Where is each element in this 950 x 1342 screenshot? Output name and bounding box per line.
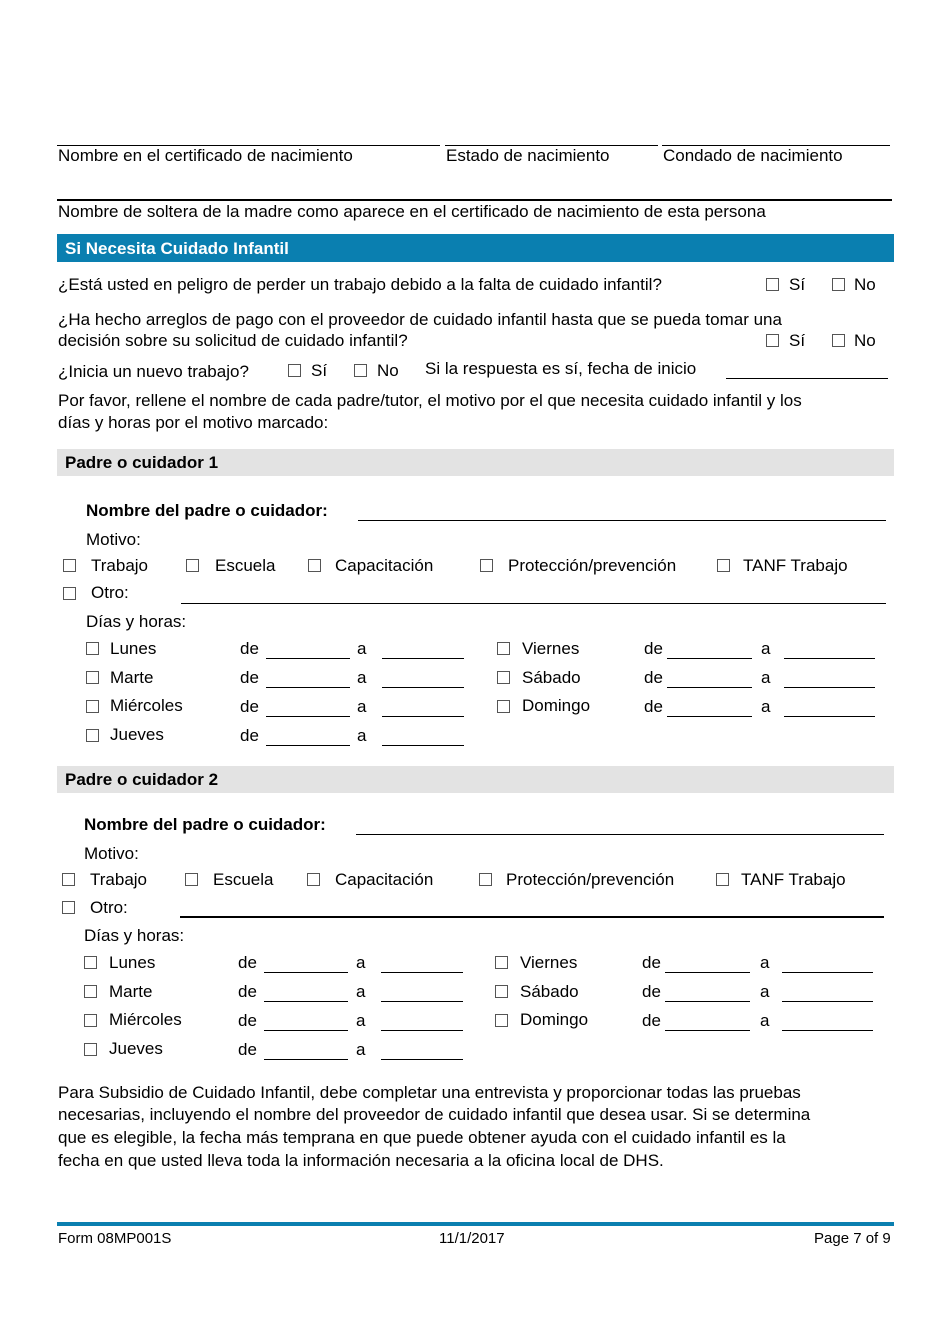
caregiver-2-wednesday-from-label: de xyxy=(238,1011,257,1030)
caregiver-2-reason-label: Motivo: xyxy=(84,844,139,863)
caregiver-2-thursday-from-label: de xyxy=(238,1040,257,1059)
caregiver-2-monday-checkbox[interactable] xyxy=(84,956,97,969)
caregiver-1-saturday-checkbox[interactable] xyxy=(497,671,510,684)
caregiver-2-monday-from-label: de xyxy=(238,953,257,972)
caregiver-2-wednesday-to-field[interactable] xyxy=(381,1030,463,1031)
caregiver-2-wednesday-from-field[interactable] xyxy=(264,1030,348,1031)
new-job-yes-label: Sí xyxy=(311,361,328,380)
caregiver-1-saturday-label: Sábado xyxy=(522,668,581,687)
caregiver-1-reason-other-checkbox[interactable] xyxy=(63,587,76,600)
caregiver-2-saturday-checkbox[interactable] xyxy=(495,985,508,998)
caregiver-1-thursday-to-field[interactable] xyxy=(382,745,464,746)
caregiver-1-reason-school-checkbox[interactable] xyxy=(186,559,199,572)
caregiver-1-wednesday-to-label: a xyxy=(357,697,367,716)
caregiver-2-thursday-to-field[interactable] xyxy=(381,1059,463,1060)
birth-state-label: Estado de nacimiento xyxy=(446,146,610,165)
caregiver-1-monday-to-label: a xyxy=(357,639,367,658)
caregiver-2-name-label: Nombre del padre o cuidador: xyxy=(84,815,326,834)
caregiver-1-name-label: Nombre del padre o cuidador: xyxy=(86,501,328,520)
caregiver-2-friday-from-label: de xyxy=(642,953,661,972)
caregiver-2-sunday-label: Domingo xyxy=(520,1010,589,1029)
caregiver-2-sunday-from-field[interactable] xyxy=(665,1030,750,1031)
caregiver-1-thursday-from-field[interactable] xyxy=(266,745,350,746)
caregiver-2-thursday-checkbox[interactable] xyxy=(84,1043,97,1056)
job-loss-no-checkbox[interactable] xyxy=(832,278,845,291)
caregiver-1-thursday-from-label: de xyxy=(240,726,259,745)
caregiver-1-saturday-to-label: a xyxy=(761,668,771,687)
caregiver-1-reason-training-label: Capacitación xyxy=(335,556,434,575)
caregiver-2-reason-work-checkbox[interactable] xyxy=(62,873,75,886)
new-job-no-label: No xyxy=(377,361,399,380)
job-loss-no-label: No xyxy=(854,275,876,294)
caregiver-1-wednesday-label: Miércoles xyxy=(110,696,183,715)
caregiver-2-reason-protection-label: Protección/prevención xyxy=(506,870,675,889)
caregiver-2-sunday-from-label: de xyxy=(642,1011,661,1030)
caregiver-1-reason-protection-checkbox[interactable] xyxy=(480,559,493,572)
caregiver-2-tuesday-checkbox[interactable] xyxy=(84,985,97,998)
caregiver-1-reason-work-checkbox[interactable] xyxy=(63,559,76,572)
caregiver-2-saturday-to-field[interactable] xyxy=(782,1001,873,1002)
caregiver-2-tuesday-to-field[interactable] xyxy=(381,1001,463,1002)
caregiver-2-monday-to-label: a xyxy=(356,953,366,972)
notice-line4: fecha en que usted lleva toda la información necesaria a la oficina local de DHS. xyxy=(58,1151,664,1170)
caregiver-1-tuesday-to-field[interactable] xyxy=(382,687,464,688)
caregiver-2-name-field[interactable] xyxy=(356,834,884,835)
form-number: Form 08MP001S xyxy=(58,1230,172,1247)
payment-no-checkbox[interactable] xyxy=(832,334,845,347)
new-job-no-checkbox[interactable] xyxy=(354,364,367,377)
caregiver-1-reason-school-label: Escuela xyxy=(215,556,276,575)
caregiver-1-reason-work-label: Trabajo xyxy=(91,556,149,575)
caregiver-2-header: Padre o cuidador 2 xyxy=(57,766,894,793)
caregiver-2-wednesday-checkbox[interactable] xyxy=(84,1014,97,1027)
job-loss-yes-label: Sí xyxy=(789,275,806,294)
caregiver-1-saturday-from-label: de xyxy=(644,668,663,687)
start-date-label: Si la respuesta es sí, fecha de inicio xyxy=(425,359,697,378)
new-job-yes-checkbox[interactable] xyxy=(288,364,301,377)
caregiver-2-reason-tanf-checkbox[interactable] xyxy=(716,873,729,886)
caregiver-2-reason-school-label: Escuela xyxy=(213,870,274,889)
caregiver-1-reason-other-field[interactable] xyxy=(181,603,886,604)
caregiver-1-sunday-to-label: a xyxy=(761,697,771,716)
caregiver-1-thursday-to-label: a xyxy=(357,726,367,745)
start-date-field[interactable] xyxy=(726,378,888,379)
caregiver-2-friday-label: Viernes xyxy=(520,953,578,972)
caregiver-1-wednesday-from-label: de xyxy=(240,697,259,716)
notice-line1: Para Subsidio de Cuidado Infantil, debe completar una entrevista y proporcionar todas las pruebas xyxy=(58,1083,801,1102)
caregiver-1-tuesday-checkbox[interactable] xyxy=(86,671,99,684)
caregiver-1-monday-from-label: de xyxy=(240,639,259,658)
caregiver-2-sunday-checkbox[interactable] xyxy=(495,1014,508,1027)
job-loss-question: ¿Está usted en peligro de perder un trabajo debido a la falta de cuidado infantil? xyxy=(58,275,662,294)
birth-name-label: Nombre en el certificado de nacimiento xyxy=(58,146,353,165)
caregiver-2-thursday-label: Jueves xyxy=(109,1039,163,1058)
caregiver-1-reason-tanf-label: TANF Trabajo xyxy=(743,556,848,575)
caregiver-1-days-label: Días y horas: xyxy=(86,612,187,631)
caregiver-2-reason-school-checkbox[interactable] xyxy=(185,873,198,886)
payment-yes-checkbox[interactable] xyxy=(766,334,779,347)
caregiver-1-wednesday-from-field[interactable] xyxy=(266,716,350,717)
caregiver-2-thursday-to-label: a xyxy=(356,1040,366,1059)
caregiver-1-monday-from-field[interactable] xyxy=(266,658,350,659)
caregiver-1-monday-label: Lunes xyxy=(110,639,157,658)
caregiver-2-reason-other-checkbox[interactable] xyxy=(62,901,75,914)
caregiver-1-reason-other-label: Otro: xyxy=(91,583,129,602)
caregiver-1-friday-checkbox[interactable] xyxy=(497,642,510,655)
caregiver-1-sunday-from-label: de xyxy=(644,697,663,716)
caregiver-1-wednesday-to-field[interactable] xyxy=(382,716,464,717)
caregiver-2-saturday-from-label: de xyxy=(642,982,661,1001)
caregiver-2-sunday-to-field[interactable] xyxy=(782,1030,873,1031)
notice-line2: necesarias, incluyendo el nombre del proveedor de cuidado infantil que desea usar. Si se determina xyxy=(58,1105,811,1124)
caregiver-2-tuesday-label: Marte xyxy=(109,982,153,1001)
caregiver-2-thursday-from-field[interactable] xyxy=(264,1059,348,1060)
birth-county-label: Condado de nacimiento xyxy=(663,146,843,165)
caregiver-1-saturday-from-field[interactable] xyxy=(667,687,752,688)
caregiver-2-reason-training-label: Capacitación xyxy=(335,870,434,889)
caregiver-2-reason-other-field[interactable] xyxy=(180,916,884,918)
caregiver-1-tuesday-to-label: a xyxy=(357,668,367,687)
caregiver-2-wednesday-label: Miércoles xyxy=(109,1010,182,1029)
mother-maiden-name-field[interactable] xyxy=(57,199,892,201)
caregiver-1-tuesday-label: Marte xyxy=(110,668,154,687)
page-number: Page 7 of 9 xyxy=(814,1230,891,1247)
caregiver-1-friday-label: Viernes xyxy=(522,639,580,658)
form-date: 11/1/2017 xyxy=(439,1230,505,1247)
caregiver-2-reason-tanf-label: TANF Trabajo xyxy=(741,870,846,889)
caregiver-1-thursday-checkbox[interactable] xyxy=(86,729,99,742)
caregiver-1-tuesday-from-label: de xyxy=(240,668,259,687)
caregiver-1-friday-to-label: a xyxy=(761,639,771,658)
caregiver-1-reason-protection-label: Protección/prevención xyxy=(508,556,677,575)
caregiver-2-friday-to-label: a xyxy=(760,953,770,972)
notice-line3: que es elegible, la fecha más temprana en que puede obtener ayuda con el cuidado infantil es la xyxy=(58,1128,786,1147)
caregiver-2-tuesday-to-label: a xyxy=(356,982,366,1001)
caregiver-2-tuesday-from-label: de xyxy=(238,982,257,1001)
caregiver-2-friday-from-field[interactable] xyxy=(665,972,750,973)
new-job-question: ¿Inicia un nuevo trabajo? xyxy=(58,362,249,381)
caregiver-1-reason-label: Motivo: xyxy=(86,530,141,549)
job-loss-yes-checkbox[interactable] xyxy=(766,278,779,291)
caregiver-2-reason-protection-checkbox[interactable] xyxy=(479,873,492,886)
caregiver-1-reason-tanf-checkbox[interactable] xyxy=(717,559,730,572)
caregiver-1-friday-from-field[interactable] xyxy=(667,658,752,659)
caregiver-1-friday-from-label: de xyxy=(644,639,663,658)
caregiver-1-wednesday-checkbox[interactable] xyxy=(86,700,99,713)
caregiver-2-monday-to-field[interactable] xyxy=(381,972,463,973)
caregiver-1-sunday-from-field[interactable] xyxy=(667,716,752,717)
caregiver-2-monday-from-field[interactable] xyxy=(264,972,348,973)
caregiver-2-friday-checkbox[interactable] xyxy=(495,956,508,969)
payment-yes-label: Sí xyxy=(789,331,806,350)
caregiver-1-tuesday-from-field[interactable] xyxy=(266,687,350,688)
caregiver-2-reason-other-label: Otro: xyxy=(90,898,128,917)
caregiver-2-monday-label: Lunes xyxy=(109,953,156,972)
caregiver-1-sunday-to-field[interactable] xyxy=(784,716,875,717)
caregiver-2-reason-training-checkbox[interactable] xyxy=(307,873,320,886)
caregiver-1-sunday-label: Domingo xyxy=(522,696,591,715)
caregiver-1-monday-checkbox[interactable] xyxy=(86,642,99,655)
mother-maiden-name-label: Nombre de soltera de la madre como aparece en el certificado de nacimiento de esta persona xyxy=(58,202,766,221)
footer-divider xyxy=(57,1222,894,1226)
caregiver-2-days-label: Días y horas: xyxy=(84,926,185,945)
caregiver-2-tuesday-from-field[interactable] xyxy=(264,1001,348,1002)
caregiver-2-friday-to-field[interactable] xyxy=(782,972,873,973)
caregiver-1-name-field[interactable] xyxy=(358,520,886,521)
caregiver-2-saturday-to-label: a xyxy=(760,982,770,1001)
caregiver-1-friday-to-field[interactable] xyxy=(784,658,875,659)
childcare-section-header: Si Necesita Cuidado Infantil xyxy=(57,234,894,262)
payment-arrangements-question-line1: ¿Ha hecho arreglos de pago con el proveedor de cuidado infantil hasta que se pueda tomar una xyxy=(58,310,782,329)
caregiver-1-sunday-checkbox[interactable] xyxy=(497,700,510,713)
caregiver-2-sunday-to-label: a xyxy=(760,1011,770,1030)
instructions-line1: Por favor, rellene el nombre de cada padre/tutor, el motivo por el que necesita cuidado infantil y los xyxy=(58,391,802,410)
caregiver-1-reason-training-checkbox[interactable] xyxy=(308,559,321,572)
caregiver-1-header: Padre o cuidador 1 xyxy=(57,449,894,476)
instructions-line2: días y horas por el motivo marcado: xyxy=(58,413,329,432)
caregiver-2-saturday-from-field[interactable] xyxy=(665,1001,750,1002)
caregiver-2-saturday-label: Sábado xyxy=(520,982,579,1001)
caregiver-1-thursday-label: Jueves xyxy=(110,725,164,744)
caregiver-2-wednesday-to-label: a xyxy=(356,1011,366,1030)
payment-no-label: No xyxy=(854,331,876,350)
caregiver-1-saturday-to-field[interactable] xyxy=(784,687,875,688)
caregiver-2-reason-work-label: Trabajo xyxy=(90,870,148,889)
payment-arrangements-question-line2: decisión sobre su solicitud de cuidado infantil? xyxy=(58,331,408,350)
caregiver-1-monday-to-field[interactable] xyxy=(382,658,464,659)
